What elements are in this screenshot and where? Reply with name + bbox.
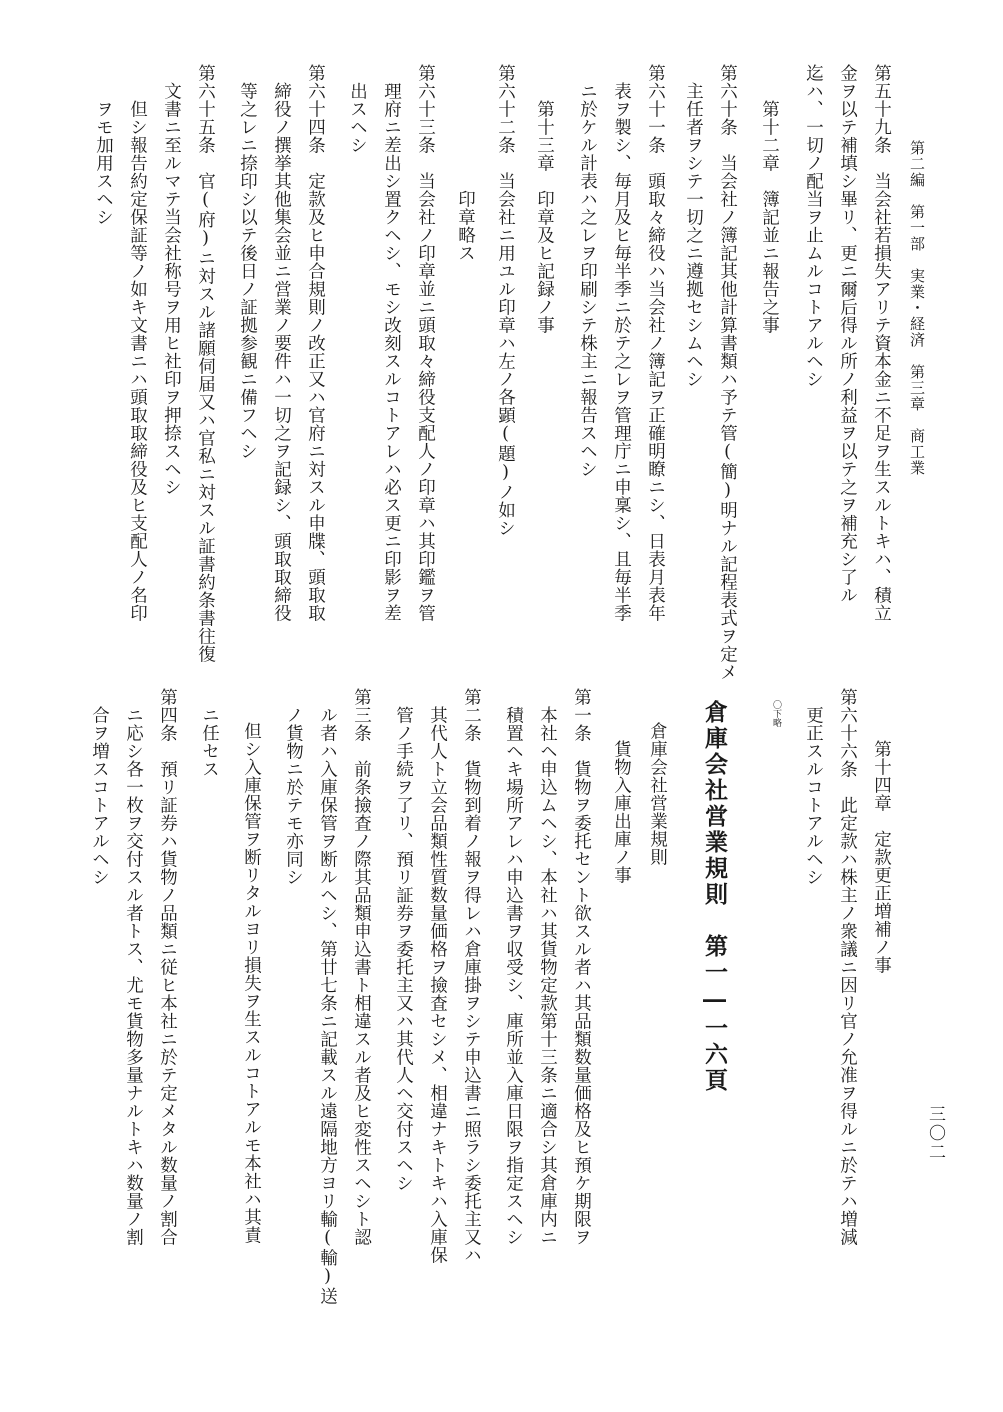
text-column: 本社ヘ申込ムヘシ、本社ハ其貨物定款第十三条ニ適合シ其倉庫内ニ (537, 706, 558, 1246)
page-number: 三〇二 (925, 1105, 945, 1162)
chapter-heading: 第十三章 印章及ヒ記録ノ事 (534, 100, 555, 334)
text-column: 第六十五条 官(府)ニ対スル諸願伺届又ハ官私ニ対スル証書約条書往復 (195, 64, 216, 663)
text-column: ニ任セス (199, 706, 220, 778)
text-column: 出スヘシ (347, 82, 368, 154)
text-column: 更正スルコトアルヘシ (803, 706, 824, 886)
chapter-heading: 第十二章 簿記並ニ報告之事 (759, 100, 780, 334)
text-column: ノ貨物ニ於テモ亦同シ (283, 706, 304, 886)
text-column: 但シ報告約定保証等ノ如キ文書ニハ頭取取締役及ヒ支配人ノ名印 (127, 100, 148, 622)
text-column: 第四条 預リ証券ハ貨物ノ品類ニ従ヒ本社ニ於テ定メタル数量ノ割合 (157, 688, 178, 1246)
text-column: 第六十六条 此定款ハ株主ノ衆議ニ因リ官ノ允准ヲ得ルニ於テハ増減 (837, 688, 858, 1246)
text-column: 表ヲ製シ、毎月及ヒ毎半季ニ於テ之レヲ管理庁ニ申稟シ、且毎半季 (611, 82, 632, 622)
text-column: 第五十九条 当会社若損失アリテ資本金ニ不足ヲ生スルトキハ、積立 (871, 64, 892, 622)
text-column: ル者ハ入庫保管ヲ断ルヘシ、第廿七条ニ記載スル遠隔地方ヨリ輸(輸)送 (317, 706, 338, 1305)
text-column: 理府ニ差出シ置クヘシ、モシ改刻スルコトアレハ必ス更ニ印影ヲ差 (381, 82, 402, 622)
text-column: 等之レニ捺印シ以テ後日ノ証拠参観ニ備フヘシ (237, 82, 258, 460)
omission-note: 〇下略 (771, 700, 781, 727)
running-head: 第二編 第一部 実業・経済 第三章 商工業 (908, 140, 926, 476)
text-column: ニ応シ各一枚ヲ交付スル者トス、尤モ貨物多量ナルトキハ数量ノ割 (123, 706, 144, 1246)
text-column: 其代人ト立会品類性質数量価格ヲ撿査セシメ、相違ナキトキハ入庫保 (427, 706, 448, 1264)
text-column: ヲモ加用スヘシ (93, 100, 114, 226)
text-column: 印章略ス (455, 190, 476, 262)
section-heading: 貨物入庫出庫ノ事 (611, 740, 632, 884)
text-column: 迄ハ、一切ノ配当ヲ止ムルコトアルヘシ (803, 64, 824, 388)
text-column: 第三条 前条撿査ノ際其品類申込書ト相違スル者及ヒ変性スヘシト認 (351, 688, 372, 1246)
text-column: ニ於ケル計表ハ之レヲ印刷シテ株主ニ報告スヘシ (577, 82, 598, 478)
text-column: 第二条 貨物到着ノ報ヲ得レハ倉庫掛ヲシテ申込書ニ照ラシ委托主又ハ (461, 688, 482, 1264)
text-column: 締役ノ撰挙其他集会並ニ営業ノ要件ハ一切之ヲ記録シ、頭取取締役 (271, 82, 292, 622)
text-column: 但シ入庫保管ヲ断リタルヨリ損失ヲ生スルコトアルモ本社ハ其責 (241, 722, 262, 1244)
text-column: 第六十条 当会社ノ簿記其他計算書類ハ予テ管(簡)明ナル記程表式ヲ定メ (717, 64, 738, 681)
text-column: 積置ヘキ場所アレハ申込書ヲ収受シ、庫所並入庫日限ヲ指定スヘシ (503, 706, 524, 1246)
text-column: 主任者ヲシテ一切之ニ遵拠セシムヘシ (683, 82, 704, 388)
text-column: 第一条 貨物ヲ委托セント欲スル者ハ其品類数量価格及ヒ預ケ期限ヲ (571, 688, 592, 1246)
text-column: 第六十三条 当会社ノ印章並ニ頭取々締役支配人ノ印章ハ其印鑑ヲ管 (415, 64, 436, 622)
text-column: 管ノ手続ヲ了リ、預リ証券ヲ委托主又ハ其代人ヘ交付スヘシ (393, 706, 414, 1192)
text-column: 第六十四条 定款及ヒ申合規則ノ改正又ハ官府ニ対スル申牒、頭取取 (305, 64, 326, 622)
text-column: 金ヲ以テ補填シ畢リ、更ニ爾后得ル所ノ利益ヲ以テ之ヲ補充シ了ル (837, 64, 858, 604)
text-column: 第六十一条 頭取々締役ハ当会社ノ簿記ヲ正確明瞭ニシ、日表月表年 (645, 64, 666, 622)
chapter-heading: 第十四章 定款更正増補ノ事 (871, 740, 892, 974)
text-column: 第六十二条 当会社ニ用ユル印章ハ左ノ各顕(題)ノ如シ (495, 64, 516, 537)
regulations-title: 倉庫会社営業規則 第一―一六頁 (701, 700, 728, 1094)
text-column: 文書ニ至ルマテ当会社称号ヲ用ヒ社印ヲ押捺スヘシ (161, 82, 182, 496)
text-column: 倉庫会社営業規則 (647, 722, 668, 866)
text-column: 合ヲ増スコトアルヘシ (89, 706, 110, 886)
